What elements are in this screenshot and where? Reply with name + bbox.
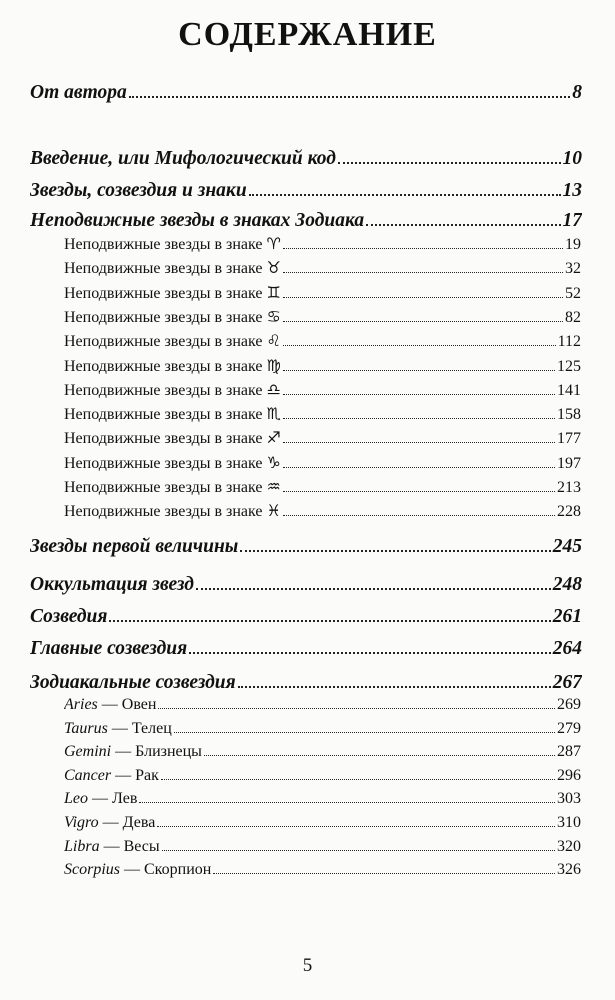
dot-leader [158,707,555,709]
section-page-number: 10 [562,148,582,169]
dot-leader [174,731,555,733]
section-label: Звезды, созвездия и знаки [30,180,247,201]
toc-sign-entry [64,234,581,254]
toc-sign-entry [64,453,581,473]
dot-leader [238,685,551,688]
section-page-number: 261 [552,606,582,627]
em-dash: — [98,814,123,831]
sign-entry-label: Неподвижные звезды в знаке [64,284,263,302]
dot-leader [283,344,556,346]
toc-section-entry [30,210,582,232]
toc-sign-entry [64,258,581,278]
toc-sign-entry [64,307,581,327]
toc-constellation-entry [64,861,581,879]
toc-sign-entry [64,477,581,497]
toc-constellation-entry [64,790,581,808]
em-dash: — [111,766,136,784]
dot-leader [283,514,555,516]
dot-leader [283,393,555,395]
section-label: Созведия [30,606,108,627]
constellation-latin-name: Aries [64,696,98,713]
constellation-latin-name: Libra [64,837,100,855]
sign-entry-label: Неподвижные звезды в знаке [64,308,263,326]
section-label: Главные созвездия [30,638,188,659]
sign-entry-label: Неподвижные звезды в знаке [64,430,263,448]
section-page-number: 13 [562,180,582,201]
toc-section-entry [30,672,582,694]
sign-entry-page-number: 52 [565,284,581,302]
section-label: Неподвижные звезды в знаках Зодиака [30,210,365,231]
toc-sign-entry [64,331,581,351]
zodiac-sign-icon: ♒ [266,477,281,496]
toc-section-entry [30,606,582,628]
toc-sign-entry [64,501,581,521]
zodiac-sign-icon: ♐ [266,428,281,448]
zodiac-sign-icon: ♌ [266,331,281,351]
sign-entry-label: Неподвижные звезды в знаке [64,260,263,278]
constellation-russian-name: Рак [135,766,159,784]
dot-leader [283,369,555,371]
constellation-russian-name: Овен [121,696,157,713]
toc-constellation-entry [64,720,581,738]
section-page-number: 8 [572,82,582,103]
dot-leader [283,320,563,322]
dot-leader [366,223,560,226]
constellation-russian-name: Лев [112,790,138,808]
constellation-latin-name: Gemini [64,743,112,761]
constellation-page-number: 320 [557,837,581,855]
constellation-latin-name: Scorpius [64,861,120,879]
zodiac-sign-icon: ♓ [266,501,281,521]
zodiac-sign-icon: ♑ [266,452,281,472]
constellation-page-number: 287 [557,743,581,761]
toc-constellation-entry [64,814,581,832]
em-dash: — [99,837,124,855]
constellation-page-number: 310 [557,814,581,831]
dot-leader [283,441,555,443]
section-label: Введение, или Мифологический код [30,148,336,169]
dot-leader [213,872,555,874]
sign-entry-page-number: 125 [557,357,581,375]
sign-entry-label: Неподвижные звезды в знаке [64,479,263,496]
dot-leader [204,754,555,756]
sign-entry-page-number: 141 [557,381,581,399]
dot-leader [189,651,551,654]
em-dash: — [88,790,112,808]
toc-constellation-entry [64,743,581,761]
sign-entry-label: Неподвижные звезды в знаке [64,406,263,424]
sign-entry-label: Неподвижные звезды в знаке [64,381,263,399]
constellation-russian-name: Скорпион [144,861,212,879]
constellation-latin-name: Cancer [64,766,112,784]
dot-leader [338,161,561,164]
dot-leader [161,778,555,780]
toc-section-entry [30,536,582,558]
sign-entry-label: Неподвижные звезды в знаке [64,503,263,521]
sign-entry-page-number: 112 [557,333,581,351]
toc-constellation-entry [64,767,581,785]
constellation-russian-name: Близнецы [135,743,202,761]
dot-leader [129,95,571,98]
sign-entry-page-number: 158 [557,406,581,424]
section-page-number: 245 [552,536,582,557]
constellation-page-number: 326 [557,861,581,879]
em-dash: — [120,861,144,879]
section-page-number: 17 [562,210,582,231]
toc-sign-entry [64,428,581,448]
constellation-russian-name: Дева [122,814,156,831]
zodiac-sign-icon: ♉ [266,258,281,278]
em-dash: — [111,743,136,761]
zodiac-sign-icon: ♏ [266,404,281,424]
toc-sign-entry [64,283,581,303]
zodiac-sign-icon: ♍ [266,355,281,375]
dot-leader [283,247,563,249]
toc-section-entry [30,180,582,202]
zodiac-sign-icon: ♈ [266,234,281,253]
dot-leader [109,619,550,622]
sign-entry-page-number: 19 [565,236,581,253]
constellation-page-number: 279 [557,719,581,737]
page-title: СОДЕРЖАНИЕ [178,16,437,53]
zodiac-sign-icon: ♋ [266,306,281,326]
dot-leader [139,801,555,803]
dot-leader [283,417,555,419]
section-label: Звезды первой величины [30,536,239,557]
section-label: Зодиакальные созвездия [30,672,236,693]
toc-section-entry [30,148,582,170]
toc-section-entry [30,82,582,104]
page-number: 5 [302,955,313,976]
sign-entry-label: Неподвижные звезды в знаке [64,333,263,351]
sign-entry-page-number: 82 [565,308,581,326]
dot-leader [249,193,561,196]
toc-section-entry [30,574,582,596]
constellation-page-number: 296 [557,766,581,784]
sign-entry-label: Неподвижные звезды в знаке [64,454,263,472]
toc-sign-entry [64,404,581,424]
constellation-russian-name: Весы [123,837,160,855]
section-page-number: 264 [552,638,582,659]
section-page-number: 248 [552,574,582,595]
constellation-latin-name: Leo [64,790,88,808]
toc-sign-entry [64,356,581,376]
dot-leader [162,849,555,851]
section-label: От автора [30,82,127,103]
section-label: Оккультация звезд [30,574,194,595]
toc-constellation-entry [64,696,581,714]
em-dash: — [107,719,132,737]
sign-entry-page-number: 213 [557,479,581,496]
sign-entry-label: Неподвижные звезды в знаке [64,357,263,375]
constellation-page-number: 269 [557,696,581,713]
dot-leader [283,490,555,492]
dot-leader [283,296,563,298]
sign-entry-page-number: 177 [557,430,581,448]
constellation-page-number: 303 [557,790,581,808]
dot-leader [283,466,555,468]
em-dash: — [97,696,122,713]
sign-entry-page-number: 197 [557,454,581,472]
sign-entry-page-number: 228 [557,503,581,521]
dot-leader [240,549,550,552]
toc-constellation-entry [64,838,581,856]
constellation-latin-name: Vigro [64,814,99,831]
constellation-latin-name: Taurus [64,719,108,737]
dot-leader [283,271,563,273]
zodiac-sign-icon: ♎ [266,379,281,399]
toc-section-entry [30,638,582,660]
dot-leader [196,587,551,590]
section-page-number: 267 [552,672,582,693]
toc-sign-entry [64,380,581,400]
zodiac-sign-icon: ♊ [266,282,281,302]
sign-entry-page-number: 32 [565,260,581,278]
dot-leader [157,825,555,827]
sign-entry-label: Неподвижные звезды в знаке [64,236,263,253]
constellation-russian-name: Телец [131,719,172,737]
